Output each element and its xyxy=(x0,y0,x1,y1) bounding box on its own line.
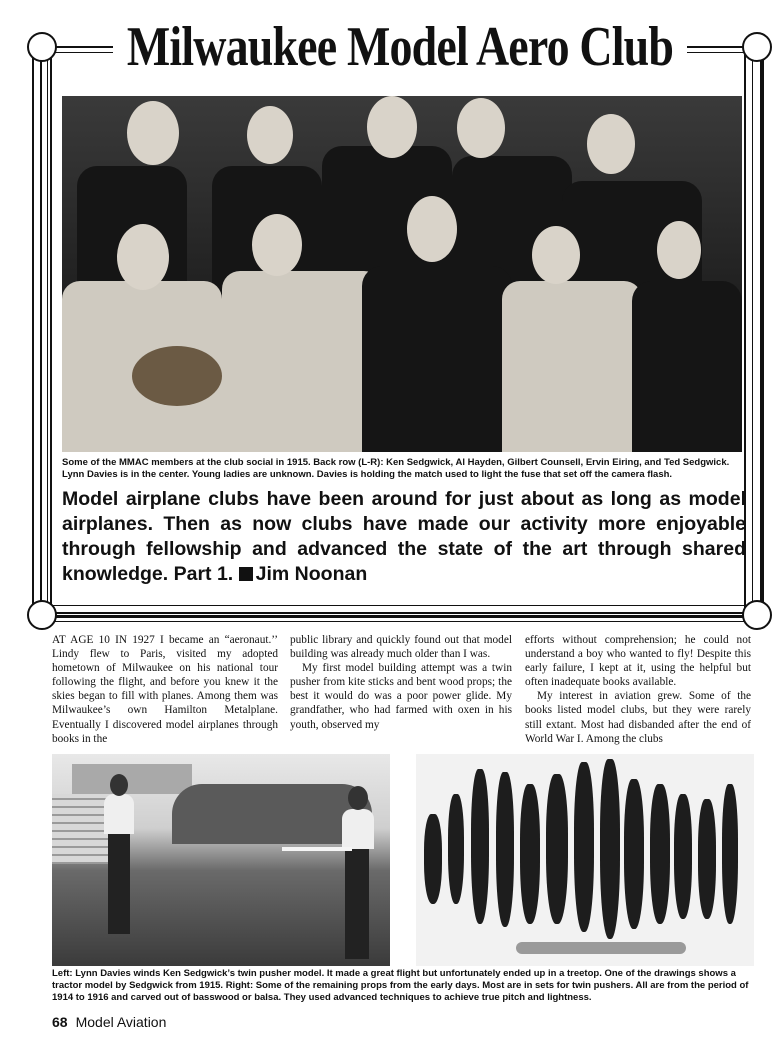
propeller xyxy=(546,774,568,924)
byline-square-icon xyxy=(239,567,253,581)
paragraph: public library and quickly found out that model building was already much older than I was. xyxy=(290,634,512,661)
page-title: Milwaukee Model Aero Club xyxy=(113,2,687,92)
scroll-ornament-top-right xyxy=(742,32,772,62)
paragraph: My first model building attempt was a twin pusher from kite sticks and bent wood props; the best it would do was a poor power glide. My grandfather, who had farmed with oxen in his youth, observed my xyxy=(290,662,512,731)
figure xyxy=(502,281,642,452)
propeller xyxy=(722,784,738,924)
propeller xyxy=(600,759,620,939)
figure-head xyxy=(252,214,302,276)
figure-head xyxy=(532,226,580,284)
figure-legs xyxy=(345,849,369,959)
figure-head xyxy=(247,106,293,164)
scroll-ornament-bottom-left xyxy=(27,600,57,630)
figure xyxy=(222,271,382,452)
scroll-ornament-bottom-right xyxy=(742,600,772,630)
article-column-2 xyxy=(290,633,512,732)
propeller-flat xyxy=(516,942,686,954)
byline: Jim Noonan xyxy=(255,563,368,585)
figure-head xyxy=(117,224,169,290)
figure xyxy=(632,281,742,452)
figure-head xyxy=(457,98,505,158)
house-roof xyxy=(72,764,192,794)
propeller xyxy=(424,814,442,904)
figure-head xyxy=(407,196,457,262)
article-deck xyxy=(62,487,746,587)
paragraph: AT AGE 10 IN 1927 I became an “aeronaut.’’ Lindy flew to Paris, visited my adopted hometown of Milwaukee on his national tour following the flight, and before you knew it the skies began to fill with planes. Among them was Milwaukee’s own Hamilton Metalplane. Eventually I discovered model airplanes through books in the xyxy=(52,634,278,745)
figure xyxy=(104,794,134,834)
photo-caption-top: Some of the MMAC members at the club social in 1915. Back row (L-R): Ken Sedgwick, Al Hayden, Gilbert Counsell, Ervin Eiring, and Ted Sedgwick. Lynn Davies is in the center. Young ladies are unknown. Davies is holding the match used to light the fuse that set off the camera flash. xyxy=(62,457,730,480)
propeller xyxy=(674,794,692,919)
scroll-ornament-top-left xyxy=(27,32,57,62)
page-footer xyxy=(52,1014,166,1030)
club-social-photo xyxy=(62,96,742,452)
propellers-photo xyxy=(416,754,754,966)
page-number: 68 xyxy=(52,1014,68,1030)
figure-head xyxy=(657,221,701,279)
model-airplane xyxy=(282,847,352,851)
figure xyxy=(342,809,374,849)
propeller xyxy=(448,794,464,904)
figure-head xyxy=(127,101,179,165)
figure-head xyxy=(348,786,368,810)
fence xyxy=(52,794,112,864)
article-column-1 xyxy=(52,633,278,746)
paragraph: My interest in aviation grew. Some of the books listed model clubs, but they were rarely still extant. Most had disbanded after the end of World War I. Among the clubs xyxy=(525,690,751,745)
frame-bottom-rule-thin xyxy=(30,621,770,622)
propeller xyxy=(471,769,489,924)
figure-legs xyxy=(108,834,130,934)
propeller xyxy=(698,799,716,919)
propeller xyxy=(496,772,514,927)
propeller xyxy=(520,784,540,924)
frame-bottom-rule xyxy=(30,615,770,618)
photo-caption-bottom: Left: Lynn Davies winds Ken Sedgwick’s twin pusher model. It made a great flight but unfortunately ended up in a treetop. One of the drawings shows a tractor model by Sedgwick from 1915. Right: Some of the remaining props from the early days. Most are in sets for twin pushers. All are from the period of 1914 to 1916 and carved out of basswood or balsa. They used advanced techniques to achieve true pitch and lightness. xyxy=(52,968,749,1003)
boys-flying-model-photo xyxy=(52,754,390,966)
figure xyxy=(362,266,512,452)
article-column-3 xyxy=(525,633,751,746)
figure-head xyxy=(587,114,635,174)
propeller xyxy=(624,779,644,929)
propeller xyxy=(650,784,670,924)
magazine-name: Model Aviation xyxy=(75,1014,167,1030)
propeller xyxy=(574,762,594,932)
figure-head xyxy=(367,96,417,158)
figure-head xyxy=(110,774,128,796)
deck-text: Model airplane clubs have been around for just about as long as model airplanes. Then as now clubs have made our activity more enjoyable through fellowship and advanced the state of the art through shared knowledge. Part 1. xyxy=(62,488,746,585)
mandolin xyxy=(132,346,222,406)
paragraph: efforts without comprehension; he could not understand a boy who wanted to fly! Despite this early failure, I kept at it, using the helpful but often inadequate books available. xyxy=(525,634,751,689)
